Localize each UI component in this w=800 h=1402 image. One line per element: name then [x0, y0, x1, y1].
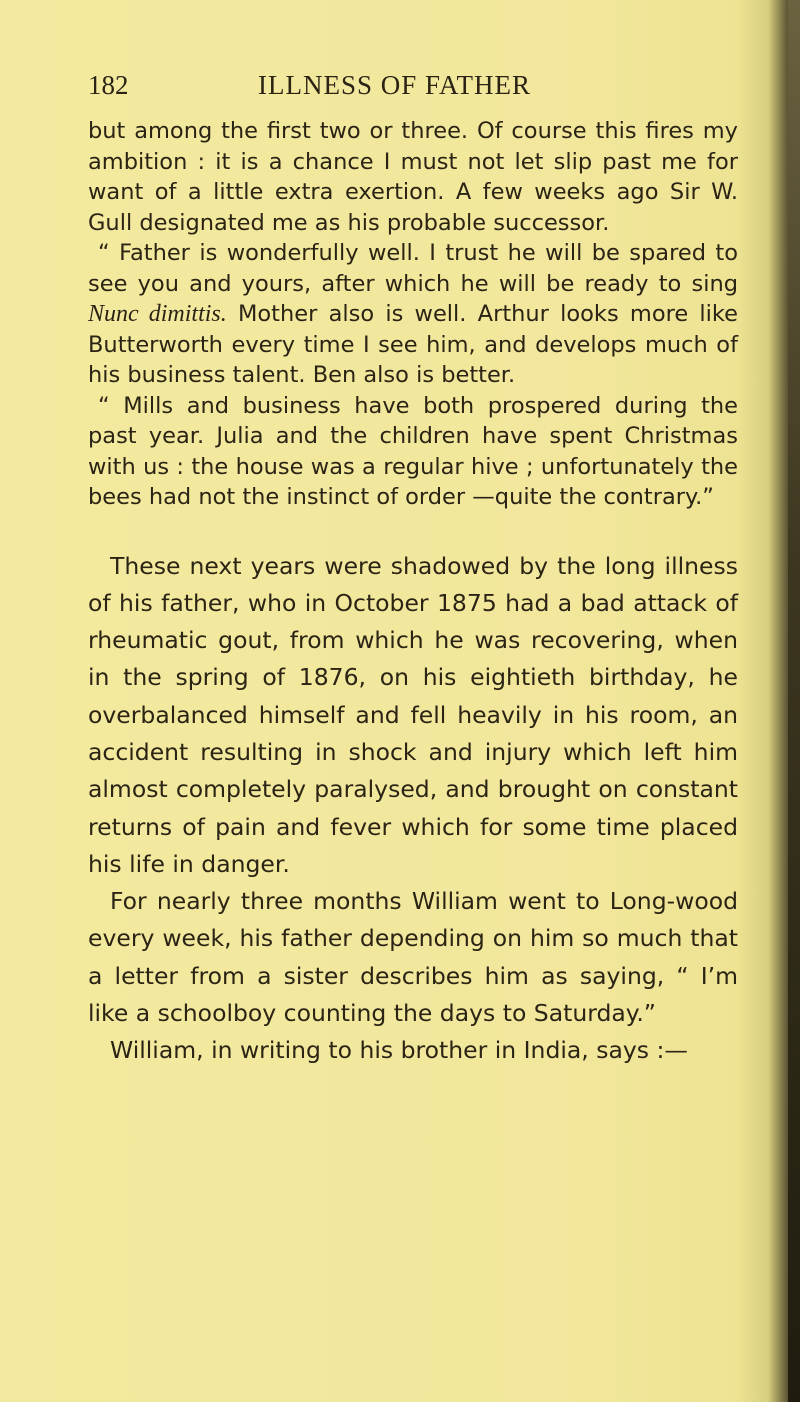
quote-paragraph-1: but among the first two or three. Of course this fires my ambition : it is a chance I must not let slip past me for want of a little extra exertion. A few weeks ago Sir W. Gull designated me as his probable successor. — [88, 118, 738, 236]
page-number: 182 — [88, 70, 129, 100]
body-paragraph-3: William, in writing to his brother in India, says :— — [110, 1036, 688, 1065]
page-body — [88, 116, 738, 1070]
narrative — [88, 548, 738, 1070]
quote-paragraph-3: “ Mills and business have both prospered during the past year. Julia and the children have spent Christmas with us : the house was a regular hive ; unfortunately the bees had not the instinct of order —quite the contrary.” — [88, 392, 738, 510]
body-paragraph-1: These next years were shadowed by the long illness of his father, who in October 1875 had a bad attack of rheumatic gout, from which he was recovering, when in the spring of 1876, on his eightieth birthday, he overbalanced himself and fell heavily in his room, an accident resulting in shock and injury which left him almost completely paralysed, and brought on constant returns of pain and fever which for some time placed his life in danger. — [88, 551, 738, 878]
running-title: ILLNESS OF FATHER — [258, 70, 532, 100]
page-edge-shadow — [788, 0, 800, 1402]
letter-quote — [88, 116, 738, 513]
body-paragraph-2: For nearly three months William went to Long-wood every week, his father depending on him so much that a letter from a sister describes him as saying, “ I’m like a schoolboy counting the days to Saturday.” — [88, 887, 738, 1028]
page-header — [88, 70, 738, 110]
quote-paragraph-2: “ Father is wonderfully well. I trust he will be spared to see you and yours, after which he will be ready to sing Nunc dimittis. Mother also is well. Arthur looks more like Butterworth every time I see him, and develops much of his business talent. Ben also is better. — [88, 240, 739, 388]
latin-phrase: Nunc dimittis. — [88, 301, 227, 327]
